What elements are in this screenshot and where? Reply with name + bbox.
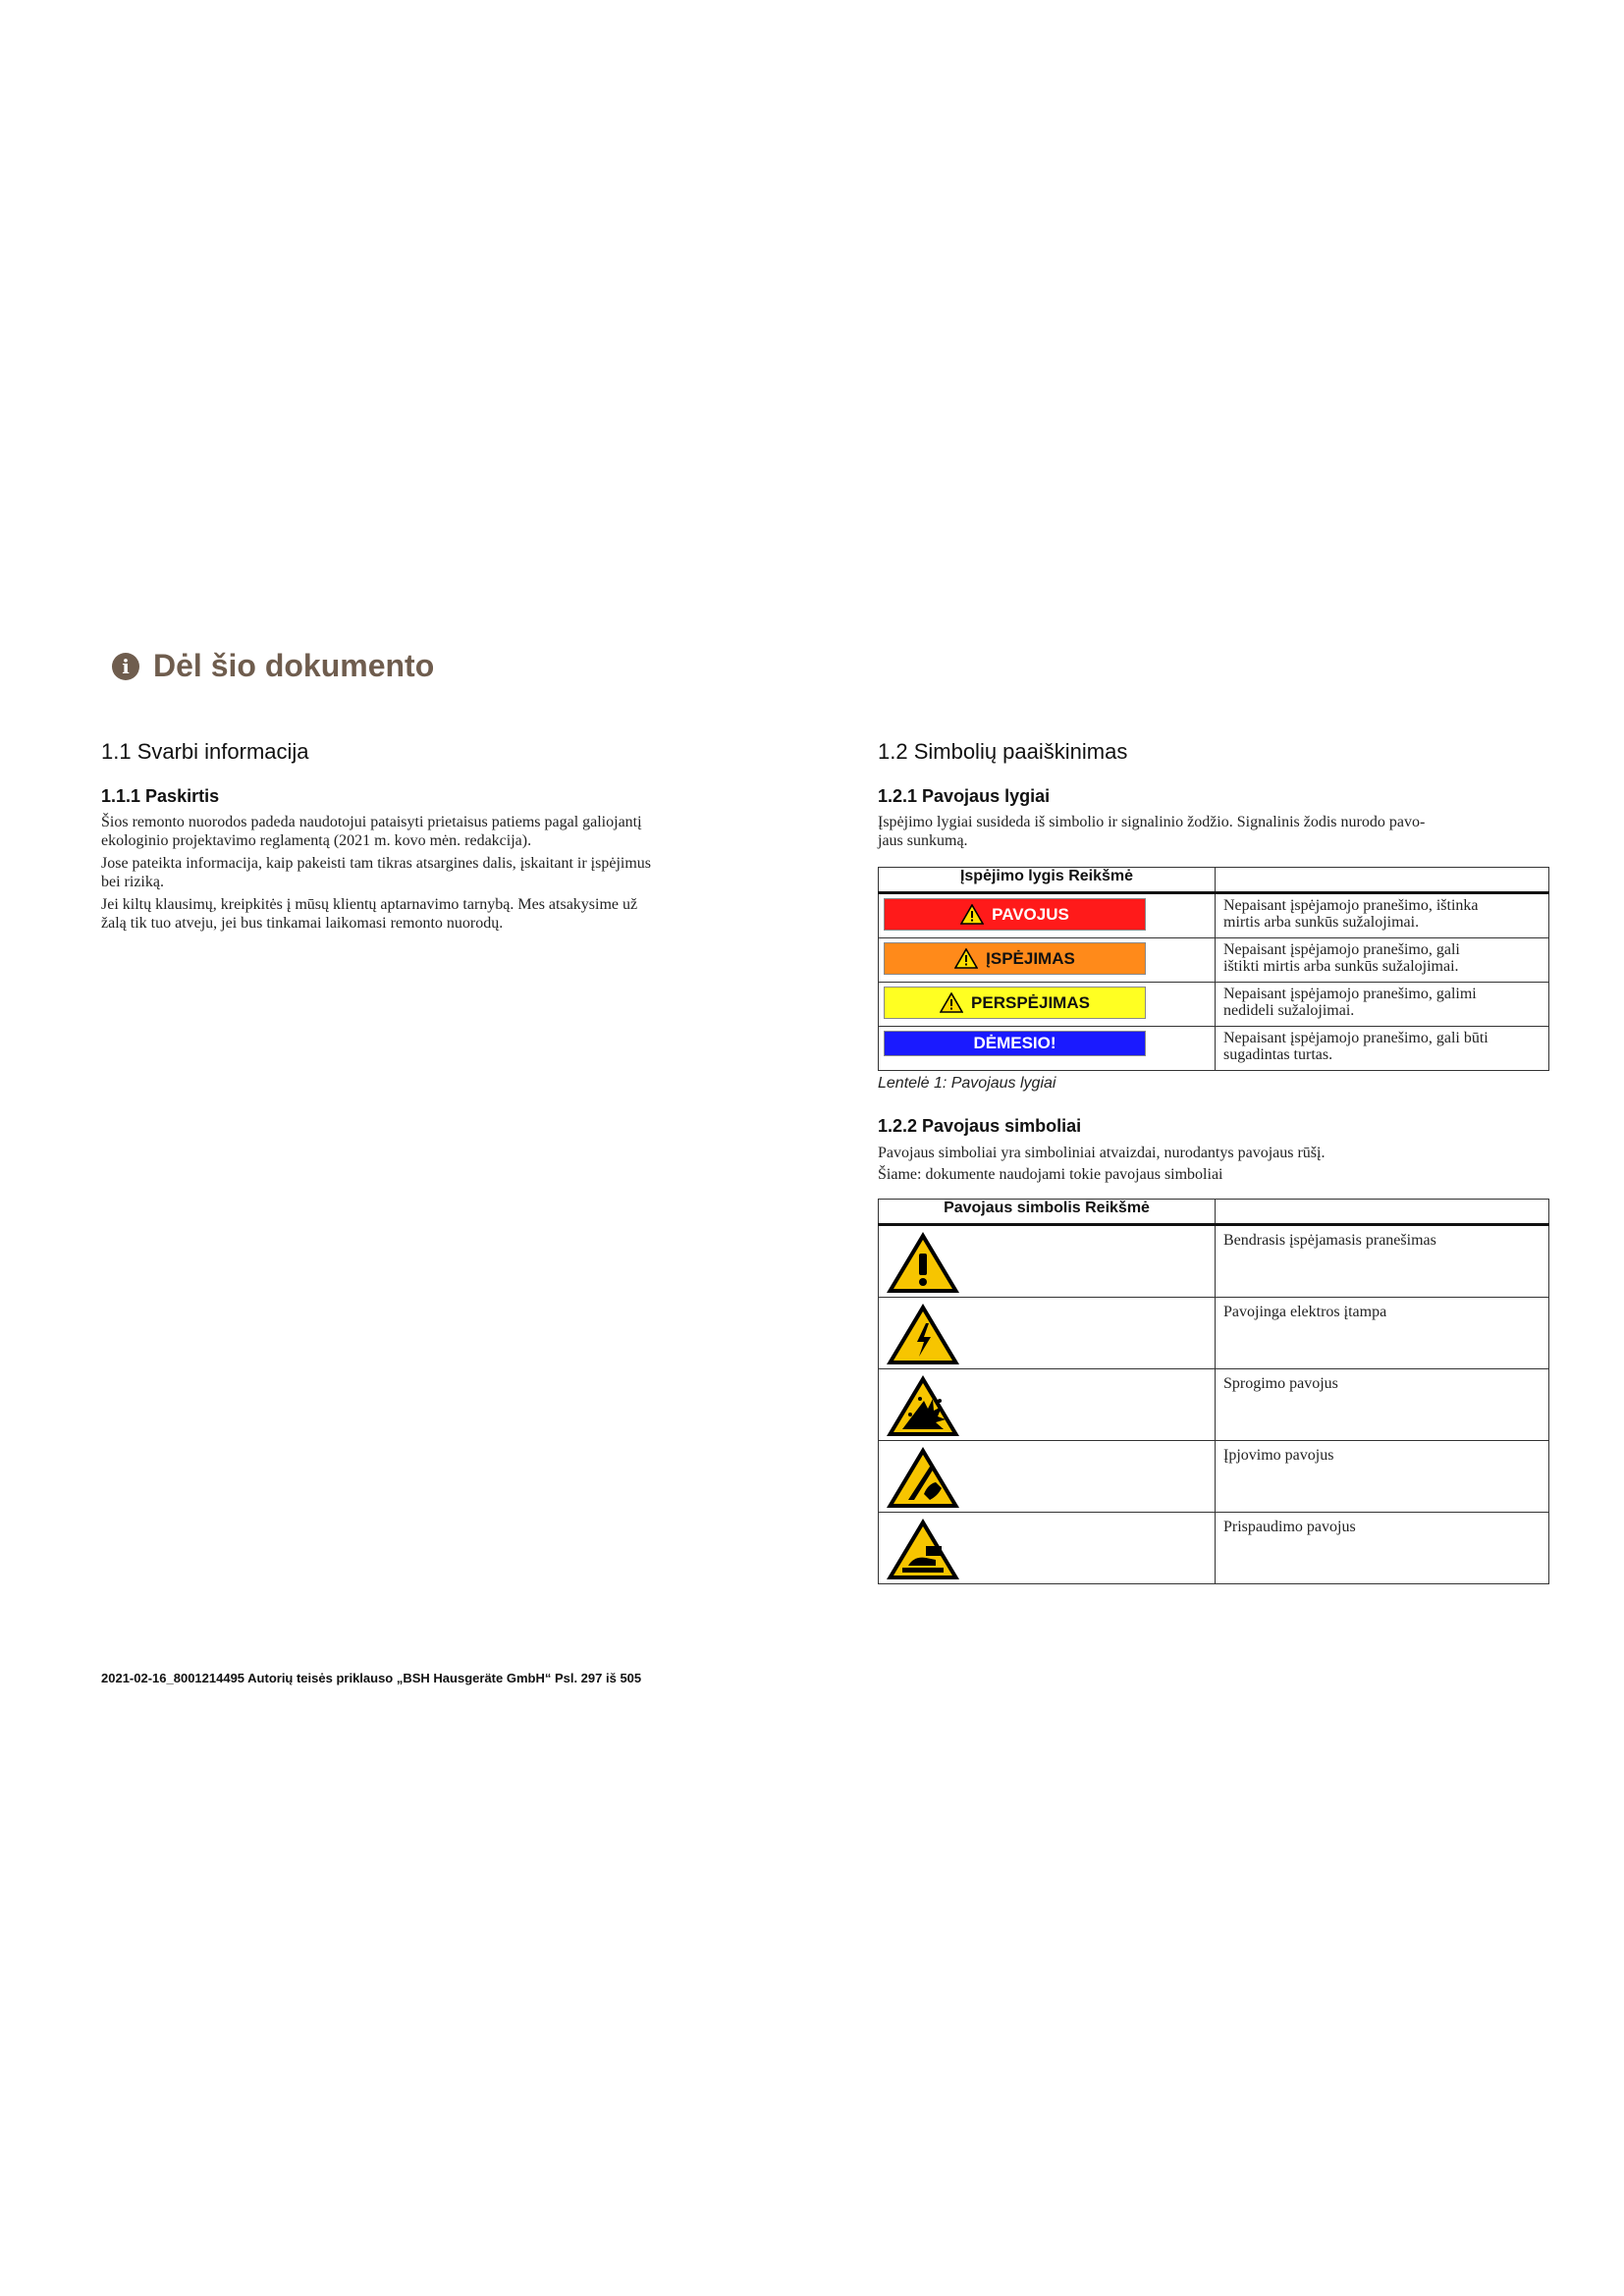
- table-header-row: [879, 868, 1549, 893]
- page-title-text: Dėl šio dokumento: [153, 648, 435, 683]
- signal-notice: DĖMESIO!: [884, 1031, 1146, 1056]
- level-meaning: Nepaisant įspėjamojo pranešimo, galimi nedideli sužalojimai.: [1216, 983, 1549, 1027]
- section-heading-1-1: 1.1 Svarbi informacija: [101, 739, 309, 764]
- hazard-levels-table: [878, 867, 1549, 1071]
- table-row: [879, 1441, 1549, 1513]
- hazard-symbols-table: [878, 1199, 1549, 1584]
- signal-caution: PERSPĖJIMAS: [884, 987, 1146, 1019]
- purpose-text: [101, 813, 730, 933]
- table-header-cell: Pavojaus simbolis Reikšmė: [879, 1200, 1216, 1225]
- exclamation-warning-icon: [885, 1230, 961, 1295]
- table-row: [879, 1225, 1549, 1298]
- electric-voltage-warning-icon: [885, 1302, 961, 1366]
- explosion-warning-icon: [885, 1373, 961, 1438]
- table-row: [879, 938, 1549, 983]
- symbol-meaning: Prispaudimo pavojus: [1216, 1513, 1549, 1584]
- table-row: [879, 1298, 1549, 1369]
- table-header-row: [879, 1200, 1549, 1225]
- warning-triangle-icon: [954, 948, 978, 969]
- signal-danger: PAVOJUS: [884, 898, 1146, 931]
- table-row: [879, 1513, 1549, 1584]
- warning-triangle-icon: [940, 992, 963, 1013]
- section-heading-1-2: 1.2 Simbolių paaiškinimas: [878, 739, 1128, 764]
- subsection-heading-1-2-1: 1.2.1 Pavojaus lygiai: [878, 786, 1051, 806]
- info-icon: i: [112, 653, 139, 680]
- symbols-intro: Pavojaus simboliai yra simboliniai atvaizdai, nurodantys pavojaus rūšį. Šiame: dokumente naudojami tokie pavojaus simboliai: [878, 1145, 1326, 1183]
- table-header-cell-empty: [1216, 868, 1549, 893]
- cut-hazard-icon: [885, 1445, 961, 1510]
- levels-intro: Įspėjimo lygiai susideda iš simbolio ir signalinio žodžio. Signalinis žodis nurodo pavo- jaus sunkumą.: [878, 814, 1426, 849]
- warning-triangle-icon: [960, 904, 984, 925]
- subsection-heading-1-2-2: 1.2.2 Pavojaus simboliai: [878, 1116, 1082, 1136]
- table-row: [879, 983, 1549, 1027]
- paragraph-2: Jose pateikta informacija, kaip pakeisti tam tikras atsargines dalis, įskaitant ir įspėjimus bei riziką.: [101, 855, 652, 890]
- symbol-meaning: Įpjovimo pavojus: [1216, 1441, 1549, 1513]
- paragraph-1: Šios remonto nuorodos padeda naudotojui pataisyti prietaisus patiems pagal galiojantį ekologinio projektavimo reglamentą (2021 m. kovo mėn. redakcija).: [101, 814, 642, 849]
- page-title: [112, 648, 434, 684]
- level-meaning: Nepaisant įspėjamojo pranešimo, ištinka mirtis arba sunkūs sužalojimai.: [1216, 893, 1549, 938]
- subsection-heading-1-1-1: 1.1.1 Paskirtis: [101, 786, 220, 806]
- table-row: [879, 893, 1549, 938]
- table-caption: Lentelė 1: Pavojaus lygiai: [878, 1075, 1056, 1092]
- table-row: [879, 1369, 1549, 1441]
- symbol-meaning: Pavojinga elektros įtampa: [1216, 1298, 1549, 1369]
- table-header-cell-empty: [1216, 1200, 1549, 1225]
- table-row: [879, 1027, 1549, 1071]
- page-footer: 2021-02-16_8001214495 Autorių teisės priklauso „BSH Hausgeräte GmbH“ Psl. 297 iš 505: [101, 1671, 642, 1685]
- table-header-cell: Įspėjimo lygis Reikšmė: [879, 868, 1216, 893]
- symbol-meaning: Bendrasis įspėjamasis pranešimas: [1216, 1225, 1549, 1298]
- paragraph-3: Jei kiltų klausimų, kreipkitės į mūsų klientų aptarnavimo tarnybą. Mes atsakysime už žalą tik tuo atveju, jei bus tinkamai laikomasi remonto nuorodų.: [101, 896, 638, 932]
- level-meaning: Nepaisant įspėjamojo pranešimo, gali ištikti mirtis arba sunkūs sužalojimai.: [1216, 938, 1549, 983]
- crush-hazard-icon: [885, 1517, 961, 1581]
- symbol-meaning: Sprogimo pavojus: [1216, 1369, 1549, 1441]
- signal-warning: ĮSPĖJIMAS: [884, 942, 1146, 975]
- level-meaning: Nepaisant įspėjamojo pranešimo, gali būti sugadintas turtas.: [1216, 1027, 1549, 1071]
